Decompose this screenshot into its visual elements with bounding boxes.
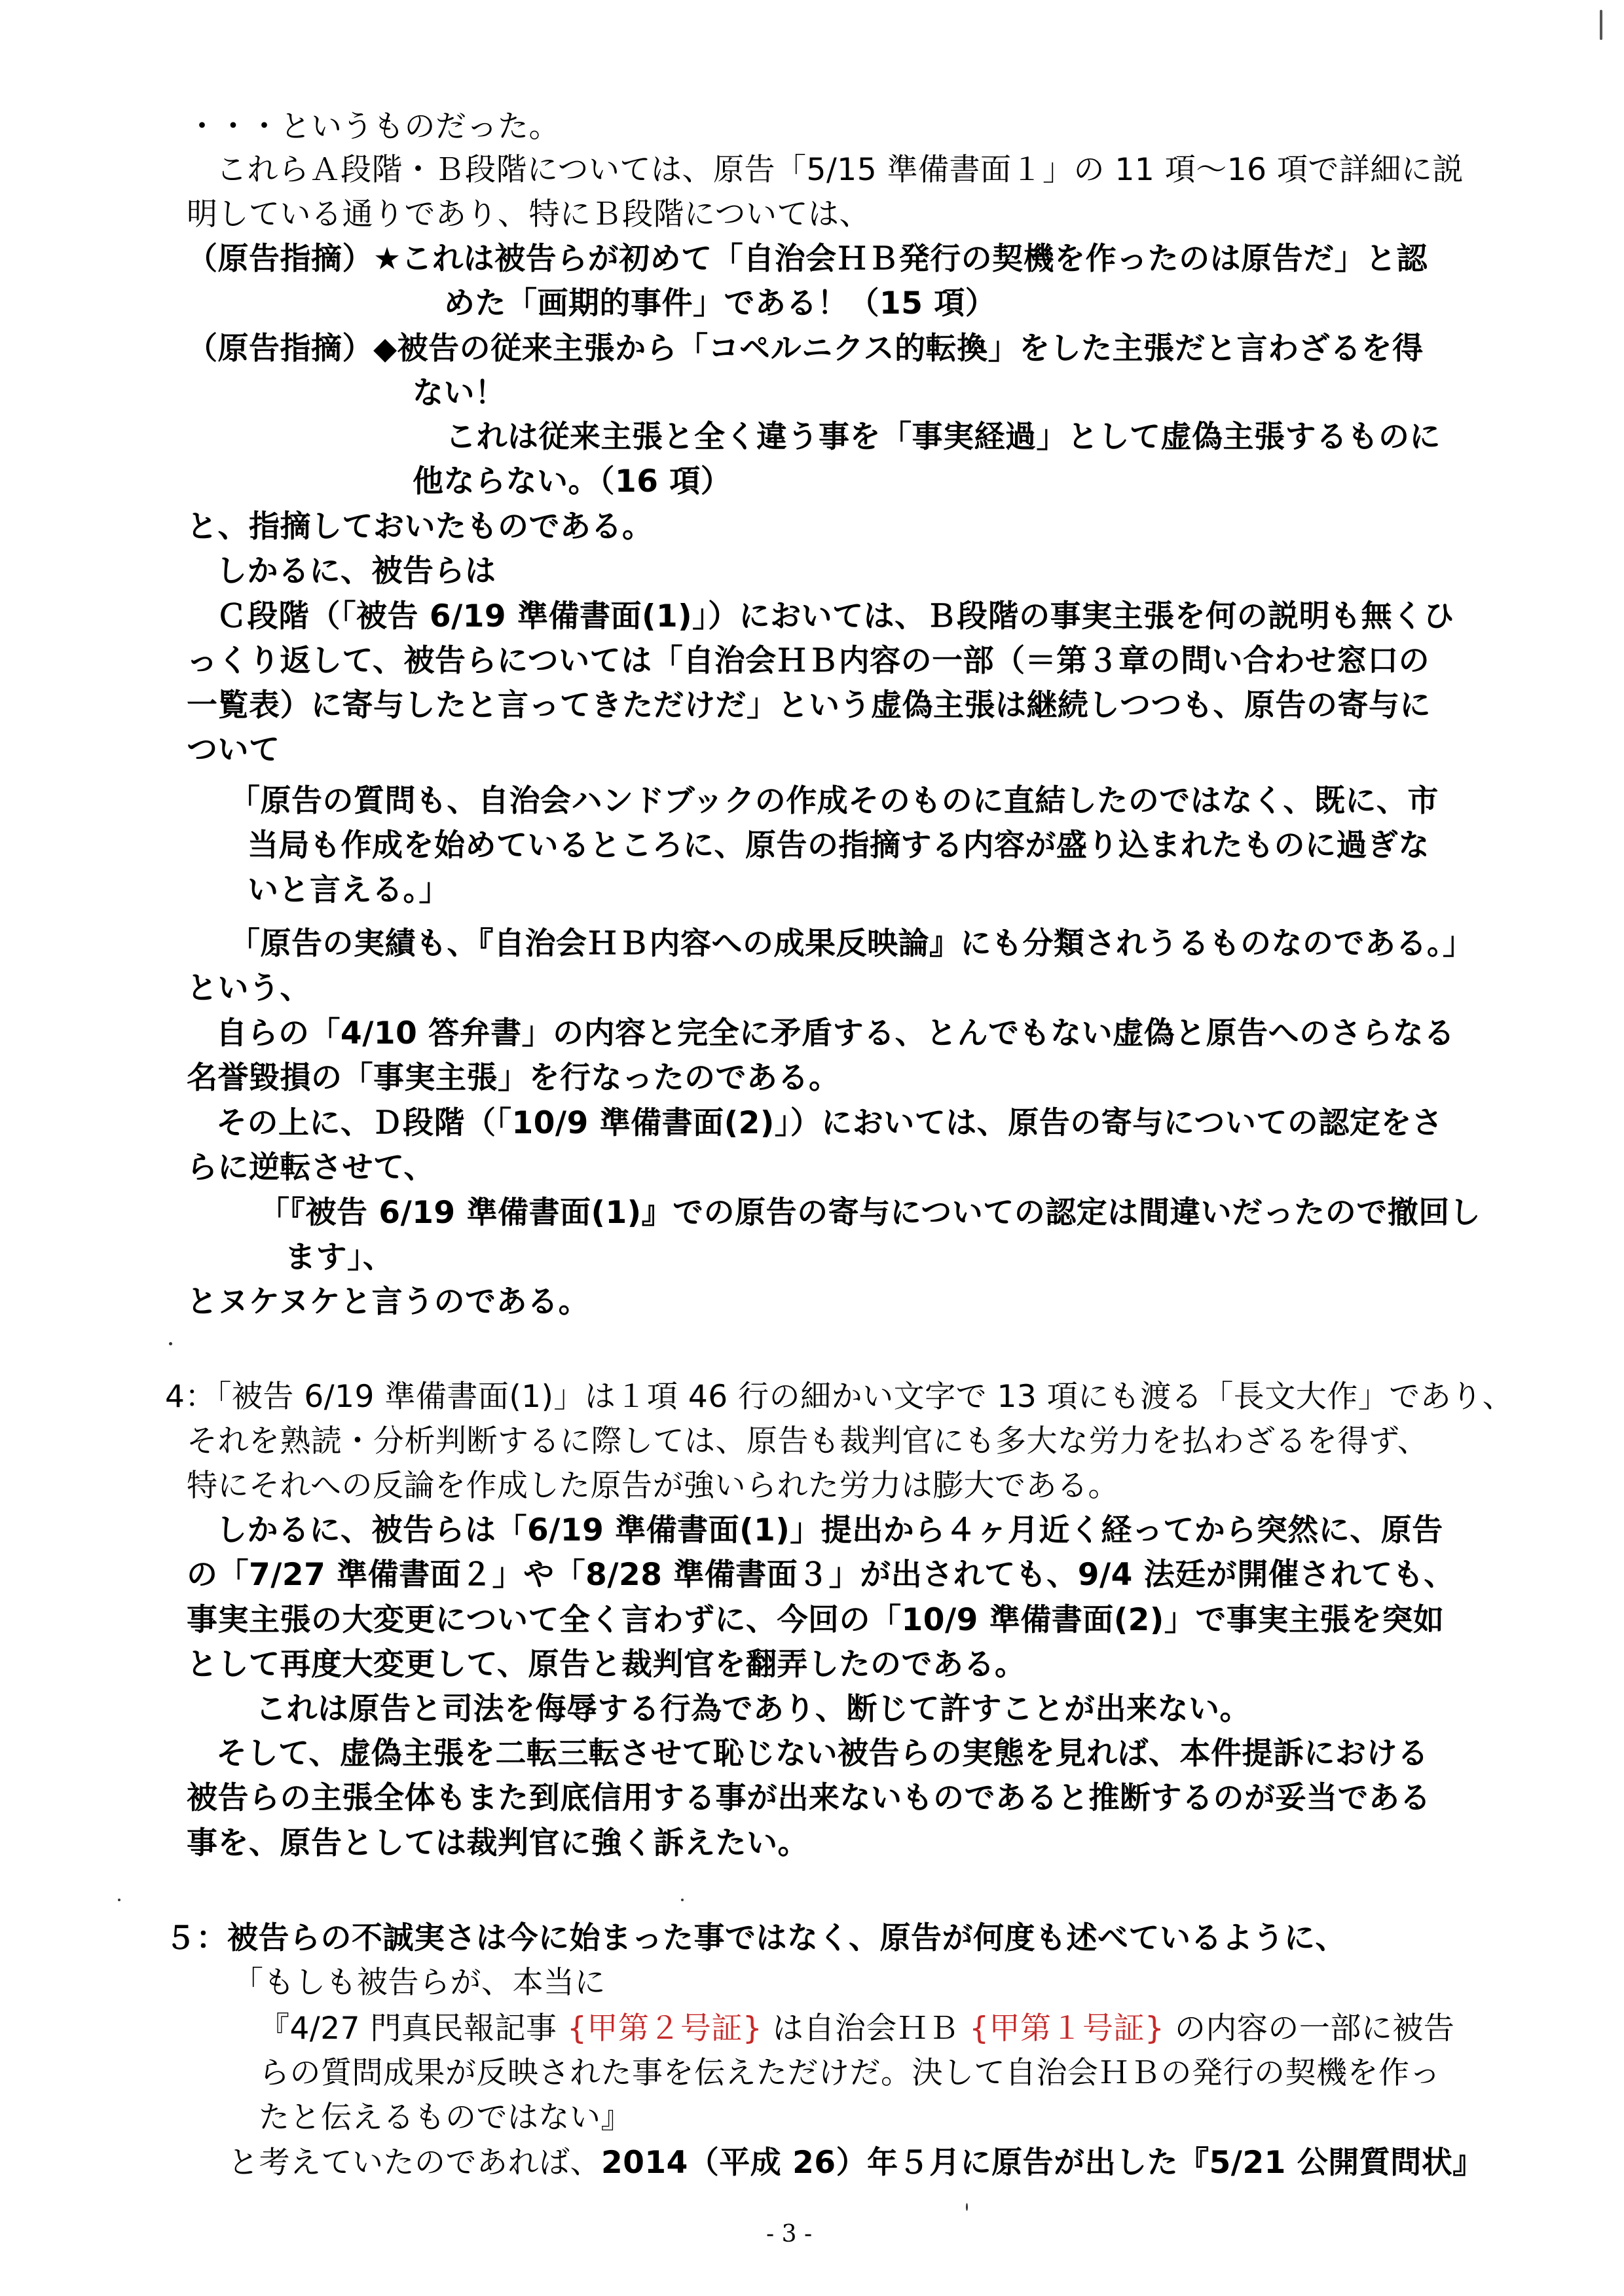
plaintiff-remark-line: （原告指摘）◆被告の従来主張から「コペルニクス的転換」をした主張だと言わざるを得: [187, 331, 1424, 367]
body-line: Ｃ段階（「被告 6/19 準備書面(1)」）においては、Ｂ段階の事実主張を何の説明も無くひ: [216, 598, 1455, 634]
body-line: しかるに、被告らは: [216, 553, 496, 589]
body-line: 一覧表）に寄与したと言ってきただけだ」という虚偽主張は継続しつつも、原告の寄与に: [187, 687, 1431, 723]
plaintiff-remark-line: ない！: [413, 375, 506, 411]
scan-mark: [1600, 10, 1602, 40]
section-4-line: 4：「被告 6/19 準備書面(1)」は１項 46 行の細かい文字で 13 項にも渡る「長文大作」であり、: [165, 1379, 1514, 1415]
section-5-quote-line: らの質問成果が反映された事を伝えただけだ。決して自治会ＨＢの発行の契機を作っ: [259, 2055, 1441, 2091]
scan-speck: [681, 1899, 684, 1901]
body-line: その上に、Ｄ段階（「10/9 準備書面(2)」）においては、原告の寄与についての認定をさ: [216, 1105, 1443, 1141]
text-segment: と考えていたのであれば、: [228, 2145, 601, 2181]
body-line: という、: [187, 970, 311, 1006]
quoted-line: 「『被告 6/19 準備書面(1)』での原告の寄与についての認定は間違いだったので撤回し: [259, 1195, 1481, 1231]
section-5-quote-line: たと伝えるものではない』: [259, 2100, 632, 2136]
section-4-line: 事を、原告としては裁判官に強く訴えたい。: [187, 1825, 809, 1861]
page-number: - 3 -: [766, 2221, 813, 2248]
body-line: とヌケヌケと言うのである。: [187, 1284, 590, 1320]
section-4-line: それを熟読・分析判断するに際しては、原告も裁判官にも多大な労力を払わざるを得ず、: [187, 1423, 1429, 1459]
body-line: ・・・というものだった。: [187, 109, 560, 145]
plaintiff-remark-line: これは従来主張と全く違う事を「事実経過」として虚偽主張するものに: [445, 419, 1441, 455]
section-4-line: 事実主張の大変更について全く言わずに、今回の「10/9 準備書面(2)」で事実主張を突如: [187, 1602, 1445, 1638]
section-4-line: これは原告と司法を侮辱する行為であり、断じて許すことが出来ない。: [255, 1691, 1251, 1727]
plaintiff-remark-line: めた「画期的事件」である！（15 項）: [444, 285, 997, 321]
scan-speck: [169, 1342, 172, 1345]
scan-speck: [118, 1899, 120, 1901]
body-line: これらＡ段階・Ｂ段階については、原告「5/15 準備書面１」の 11 項～16 項で詳細に説: [216, 152, 1464, 188]
plaintiff-remark-line: 他ならない。（16 項）: [413, 464, 732, 500]
section-4-line: の「7/27 準備書面２」や「8/28 準備書面３」が出されても、9/4 法廷が開催されても、: [187, 1557, 1455, 1593]
quoted-line: ます」、: [285, 1239, 394, 1275]
text-segment: 2014（平成 26）年５月に原告が出した『5/21 公開質問状』: [601, 2145, 1484, 2181]
body-line: っくり返して、被告らについては「自治会ＨＢ内容の一部（＝第３章の問い合わせ窓口の: [187, 643, 1430, 679]
scan-speck: [966, 2203, 968, 2211]
body-line: らに逆転させて、: [187, 1150, 435, 1186]
section-4-line: として再度大変更して、原告と裁判官を翻弄したのである。: [187, 1647, 1026, 1683]
quote-segment: 『4/27 門真民報記事: [259, 2011, 557, 2047]
quoted-line: 当局も作成を始めているところに、原告の指摘する内容が盛り込まれたものに過ぎな: [248, 828, 1430, 864]
exhibit-ref-2: {甲第２号証}: [566, 2011, 763, 2047]
section-5-quote-line: 「もしも被告らが、本当に: [232, 1965, 606, 2001]
quote-segment: は自治会ＨＢ: [772, 2011, 959, 2047]
body-line: と、指摘しておいたものである。: [187, 509, 654, 545]
section-5-line: ５：被告らの不誠実さは今に始まった事ではなく、原告が何度も述べているように、: [165, 1920, 1347, 1956]
body-line: 自らの「4/10 答弁書」の内容と完全に矛盾する、とんでもない虚偽と原告へのさらなる: [216, 1015, 1455, 1051]
plaintiff-remark-line: （原告指摘）★これは被告らが初めて「自治会ＨＢ発行の契機を作ったのは原告だ」と認: [187, 241, 1428, 277]
quoted-line: 「原告の実績も、『自治会ＨＢ内容への成果反映論』にも分類されうるものなのである。」: [229, 926, 1474, 962]
quoted-line: 「原告の質問も、自治会ハンドブックの作成そのものに直結したのではなく、既に、市: [229, 783, 1439, 819]
quoted-line: いと言える。」: [248, 872, 450, 908]
section-5-line: [228, 2145, 1484, 2181]
body-line: 名誉毀損の「事実主張」を行なったのである。: [187, 1060, 840, 1096]
body-line: ついて: [187, 732, 280, 768]
exhibit-ref-1: {甲第１号証}: [969, 2011, 1165, 2047]
section-4-line: 特にそれへの反論を作成した原告が強いられた労力は膨大である。: [187, 1468, 1120, 1504]
section-4-line: 被告らの主張全体もまた到底信用する事が出来ないものであると推断するのが妥当である: [187, 1780, 1431, 1816]
section-4-line: しかるに、被告らは「6/19 準備書面(1)」提出から４ヶ月近く経ってから突然に、原告: [216, 1512, 1443, 1548]
section-4-line: そして、虚偽主張を二転三転させて恥じない被告らの実態を見れば、本件提訴における: [216, 1736, 1429, 1772]
body-line: 明している通りであり、特にＢ段階については、: [187, 196, 871, 232]
section-5-quote-line: [259, 2011, 1455, 2047]
quote-segment: の内容の一部に被告: [1174, 2011, 1455, 2047]
